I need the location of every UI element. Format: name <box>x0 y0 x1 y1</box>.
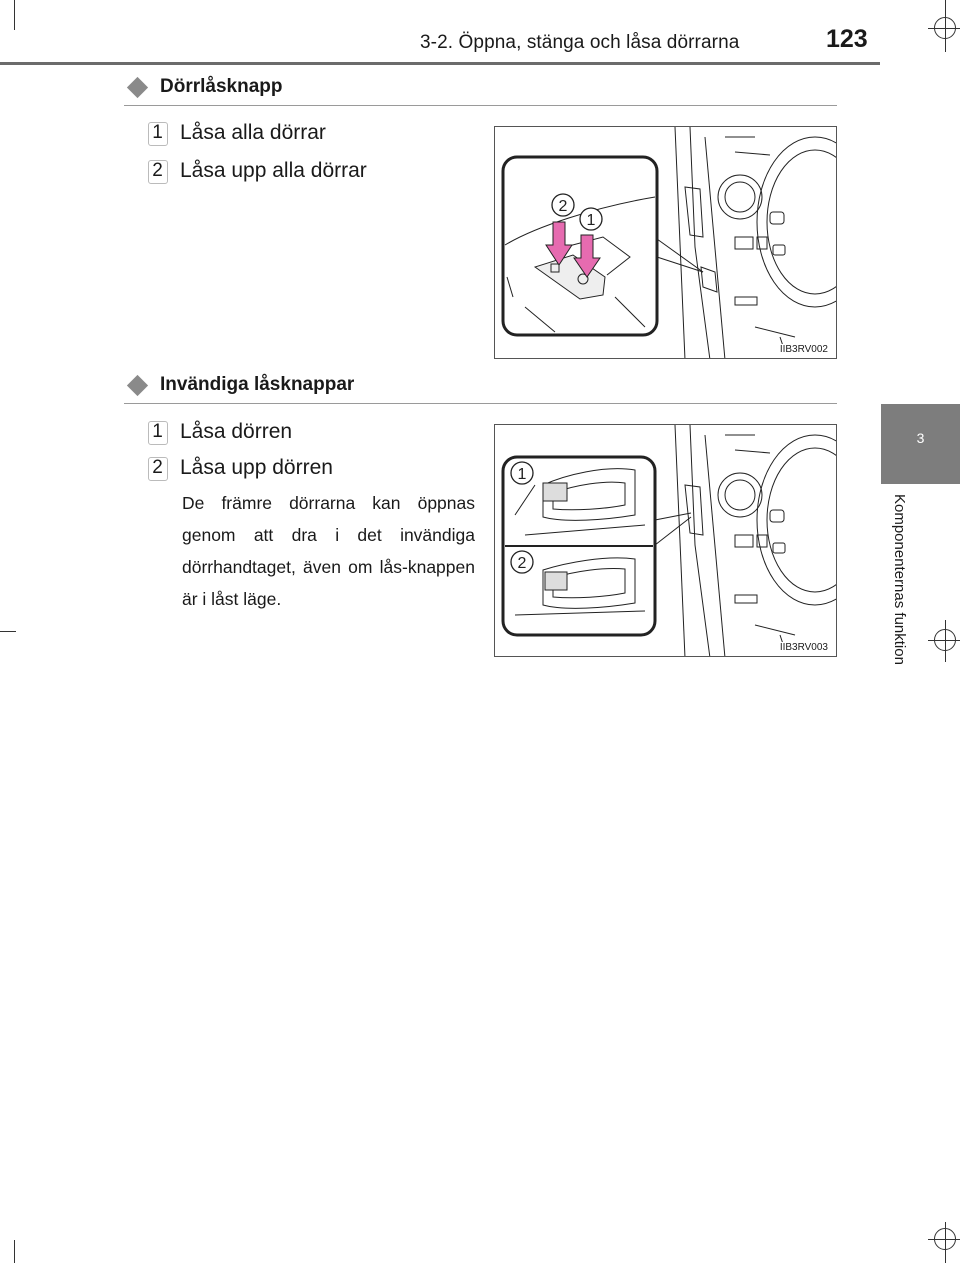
section-rule <box>124 105 837 106</box>
callout-number: 2 <box>517 555 527 572</box>
item-number: 1 <box>145 419 170 445</box>
section-title: Dörrlåsknapp <box>160 76 283 97</box>
header-rule <box>0 62 880 65</box>
door-lock-switch-illustration <box>495 127 837 359</box>
item-text: Låsa dörren <box>180 420 293 443</box>
figure-inside-lock-buttons <box>494 424 837 657</box>
item-number: 1 <box>145 120 170 146</box>
list-item <box>145 419 292 445</box>
callout-number: 2 <box>558 198 568 215</box>
figure-door-lock-switch <box>494 126 837 359</box>
inside-lock-buttons-illustration <box>495 425 837 657</box>
chapter-title-text: Komponenternas funktion <box>891 494 908 665</box>
list-item <box>145 158 367 184</box>
callout-number: 1 <box>517 466 527 483</box>
item-text: Låsa upp alla dörrar <box>180 159 367 182</box>
diamond-bullet-icon <box>127 374 148 395</box>
item-number: 2 <box>145 455 170 481</box>
figure-code: IIB3RV003 <box>779 642 828 653</box>
section-header-door-lock-switch <box>126 76 282 98</box>
item-text: Låsa alla dörrar <box>180 121 326 144</box>
chapter-number: 3 <box>916 430 925 446</box>
chapter-tab <box>881 404 960 484</box>
note-paragraph: De främre dörrarna kan öppnas genom att dra i det invändiga dörrhandtaget, även om lås-knappen är i låst läge. <box>182 493 475 609</box>
section-header-inside-lock-buttons <box>126 374 354 396</box>
callout-number: 1 <box>586 212 596 229</box>
figure-code: IIB3RV002 <box>779 344 828 355</box>
diamond-bullet-icon <box>127 76 148 97</box>
section-rule <box>124 403 837 404</box>
list-item <box>145 455 333 481</box>
chapter-title-vertical <box>886 494 912 724</box>
item-text: Låsa upp dörren <box>180 456 333 479</box>
section-title: Invändiga låsknappar <box>160 374 355 395</box>
running-header-title: 3-2. Öppna, stänga och låsa dörrarna <box>420 32 740 53</box>
page-number: 123 <box>826 25 868 53</box>
item-number: 2 <box>145 158 170 184</box>
list-item <box>145 120 326 146</box>
